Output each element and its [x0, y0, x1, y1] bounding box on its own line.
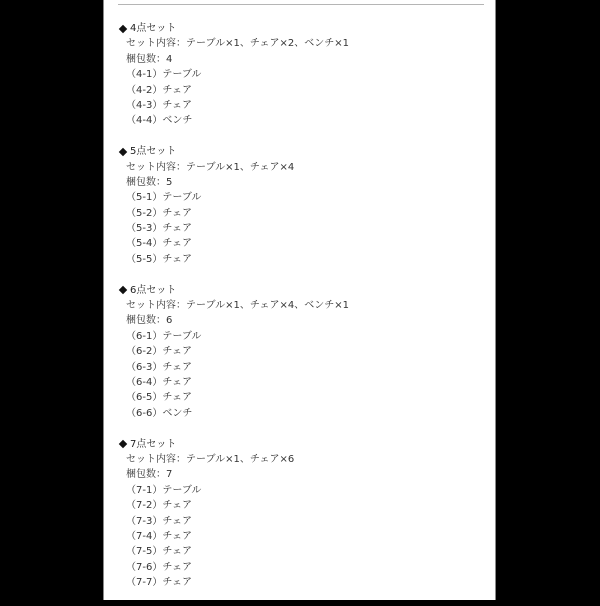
package-item: （7-2）チェア	[126, 500, 193, 512]
set-title-text: 4点セット	[130, 23, 177, 34]
package-item: （4-3）チェア	[126, 99, 193, 111]
package-item: （4-4）ベンチ	[126, 115, 193, 127]
diamond-bullet-icon	[119, 440, 127, 448]
set-title	[118, 437, 488, 452]
set-block-7	[118, 437, 488, 591]
package-item: （6-2）チェア	[126, 346, 193, 358]
package-item: （6-3）チェア	[126, 361, 193, 373]
set-title-text: 6点セット	[130, 284, 177, 296]
package-item: （7-5）チェア	[126, 546, 193, 558]
set-block-5	[118, 144, 488, 267]
package-item: （7-1）テーブル	[126, 484, 202, 496]
package-item: （5-2）チェア	[126, 207, 193, 219]
package-count: 梱包数：7	[126, 469, 173, 481]
package-item: （7-3）チェア	[126, 515, 193, 527]
package-item: （6-4）チェア	[126, 376, 193, 388]
package-item: （5-1）テーブル	[126, 192, 202, 204]
package-item: （5-4）チェア	[126, 238, 193, 250]
set-title	[118, 144, 488, 159]
diamond-bullet-icon	[119, 148, 127, 156]
set-list	[118, 21, 488, 606]
package-count: 梱包数：4	[126, 53, 173, 65]
package-item: （6-6）ベンチ	[126, 407, 193, 419]
package-item: （7-6）チェア	[126, 561, 193, 573]
diamond-bullet-icon	[119, 286, 127, 294]
set-block-6	[118, 283, 488, 422]
diamond-bullet-icon	[119, 24, 127, 32]
set-title-text: 7点セット	[130, 438, 177, 450]
package-item: （4-1）テーブル	[126, 69, 202, 81]
set-contents: セット内容：テーブル×1、チェア×2、ベンチ×1	[126, 38, 350, 50]
set-title	[118, 21, 488, 36]
package-count: 梱包数：6	[126, 315, 173, 327]
set-contents: セット内容：テーブル×1、チェア×6	[126, 453, 295, 465]
set-title	[118, 283, 488, 298]
package-item: （6-1）テーブル	[126, 330, 202, 342]
set-block-4	[118, 21, 488, 129]
package-count: 梱包数：5	[126, 176, 173, 188]
package-item: （6-5）チェア	[126, 392, 193, 404]
package-item: （4-2）チェア	[126, 84, 193, 96]
package-item: （7-4）チェア	[126, 530, 193, 542]
set-title-text: 5点セット	[130, 146, 177, 158]
package-item: （7-7）チェア	[126, 577, 193, 589]
product-spec-sheet	[103, 0, 496, 600]
package-item: （5-5）チェア	[126, 253, 193, 265]
set-contents: セット内容：テーブル×1、チェア×4	[126, 161, 295, 173]
package-item: （5-3）チェア	[126, 223, 193, 235]
top-divider	[118, 4, 484, 5]
set-contents: セット内容：テーブル×1、チェア×4、ベンチ×1	[126, 300, 350, 312]
